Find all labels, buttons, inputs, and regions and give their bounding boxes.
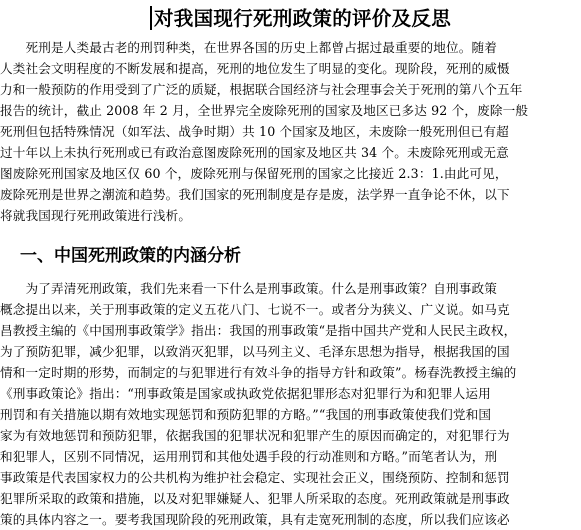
article-title <box>150 6 570 32</box>
paragraph-line: 情和一定时期的形势，而制定的与犯罪进行有效斗争的指导方针和政策”。杨春洗教授主编的 <box>0 365 517 380</box>
paragraph-line: 图废除死刑国家及地区仅 60 个，废除死刑与保留死刑的国家之比接近 2.3：1.由此可见， <box>0 166 508 181</box>
paragraph-line: 为了弄清死刑政策，我们先来看一下什么是刑事政策。什么是刑事政策？自刑事政策 <box>0 281 498 296</box>
paragraph-line: 昌教授主编的《中国刑事政策学》指出：我国的刑事政策“是指中国共产党和人民民主政权， <box>0 323 517 338</box>
paragraph-line: 废除死刑是世界之潮流和趋势。我们国家的死刑制度是存是废，法学界一直争论不休，以下 <box>0 187 510 202</box>
paragraph-line: 将就我国现行死刑政策进行浅析。 <box>0 208 192 223</box>
paragraph-line: 犯罪所采取的政策和措施，以及对犯罪嫌疑人、犯罪人所采取的态度。死刑政策就是刑事政 <box>0 491 510 506</box>
intro-paragraph <box>0 37 581 226</box>
paragraph-line: 死刑但包括特殊情况（如军法、战争时期）共 10 个国家及地区，未废除一般死刑但已有超 <box>0 124 509 139</box>
paragraph-line: 死刑是人类最古老的刑罚种类，在世界各国的历史上都曾占据过最重要的地位。随着 <box>0 40 498 55</box>
section-paragraph <box>0 278 581 530</box>
paragraph-line: 事政策是代表国家权力的公共机构为维护社会稳定、实现社会正义，围绕预防、控制和惩罚 <box>0 470 510 485</box>
paragraph-line: 和犯罪人，区别不同情况，运用刑罚和其他处遇手段的行动准则和方略。”而笔者认为，刑 <box>0 449 498 464</box>
paragraph-line: 家为有效地惩罚和预防犯罪，依据我国的犯罪状况和犯罪产生的原因而确定的，对犯罪行为 <box>0 428 510 443</box>
text-cursor <box>150 6 152 30</box>
paragraph-line: 为了预防犯罪，减少犯罪，以致消灭犯罪，以马列主义、毛泽东思想为指导，根据我国的国 <box>0 344 510 359</box>
paragraph-line: 概念提出以来，关于刑事政策的定义五花八门、七说不一。或者分为狭义、广义说。如马克 <box>0 302 510 317</box>
paragraph-line: 刑罚和有关措施以期有效地实现惩罚和预防犯罪的方略。”“我国的刑事政策使我们党和国 <box>0 407 492 422</box>
paragraph-line: 策的具体内容之一。要考我国现阶段的死刑政策，具有走宽死刑制的态度，所以我们应该必 <box>0 512 510 527</box>
paragraph-line: 力和一般预防的作用受到了广泛的质疑，根据联合国经济与社会理事会关于死刑的第八个五年 <box>0 82 523 97</box>
paragraph-line: 过十年以上未执行死刑或已有政治意图废除死刑的国家及地区共 34 个。未废除死刑或无意 <box>0 145 509 160</box>
paragraph-line: 报告的统计，截止 2008 年 2 月，全世界完全废除死刑的国家及地区已多达 92 个，废除一般 <box>0 103 529 118</box>
paragraph-line: 《刑事政策论》指出：“刑事政策是国家或执政党依据犯罪形态对犯罪行为和犯罪人运用 <box>0 386 491 401</box>
section-heading: 一、中国死刑政策的内涵分析 <box>20 246 241 266</box>
article-title-text: 对我国现行死刑政策的评价及反思 <box>154 7 452 30</box>
paragraph-line: 人类社会文明程度的不断发展和提高，死刑的地位发生了明显的变化。现阶段，死刑的威慑 <box>0 61 510 76</box>
